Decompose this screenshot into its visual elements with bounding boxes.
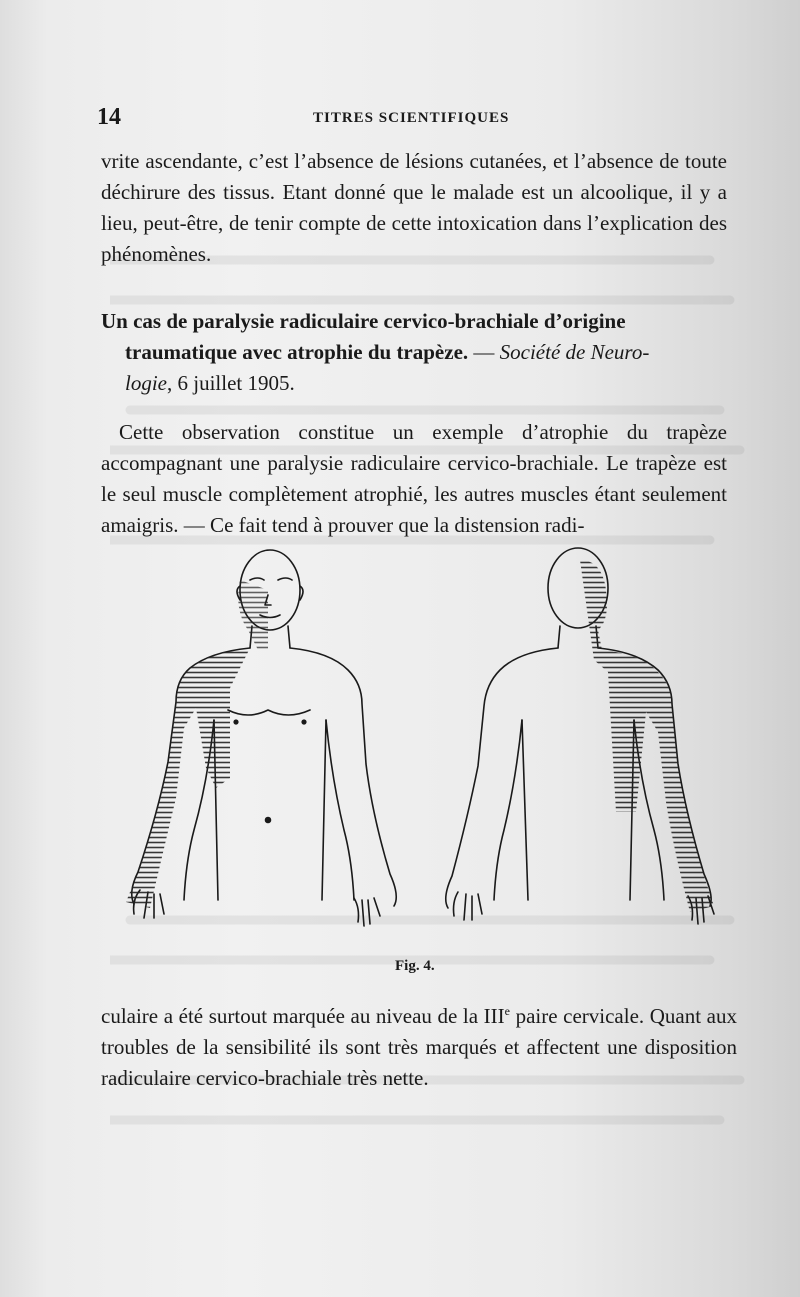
front-hatched-area [126,648,250,908]
section-dash: — [468,340,500,364]
anatomical-figure [118,540,728,945]
paragraph-continuation: vrite ascendante, c’est l’absence de lésions cutanées, et l’absence de toute déchirure des tissus. Etant donné que le malade est un alcoolique, il y a lieu, peut-être, de tenir compte de cette intoxication dans l’explication des phénomènes. [101,149,727,266]
section-source-line [101,368,727,399]
paragraph-conclusion-text-2: paire cervicale. Quant aux troubles de la sensibilité ils sont très marqués et affectent une disposition radiculaire cervico-brachiale très nette. [101,1004,737,1090]
paragraph-conclusion [101,996,737,1094]
running-header: TITRES SCIENTIFIQUES [313,110,510,126]
figure-caption: Fig. 4. [395,958,435,974]
section-source-date: , 6 juillet 1905. [167,371,295,395]
section-heading [101,306,727,399]
paragraph-observation: Cette observation constitue un exemple d’atrophie du trapèze accompagnant une paralysie radiculaire cervico-brachiale. Le trapèze est le seul muscle complètement atrophié, les autres muscles étant seulement amaigris. — Ce fait tend à prouver que la distension radi- [101,420,727,537]
superscript-e: e [504,1004,510,1018]
back-hatched-area [580,560,714,912]
section-title-line-2: traumatique avec atrophie du trapèze. [125,340,469,364]
section-source-1: Société de Neuro- [499,340,650,364]
section-source-2: logie [125,371,167,395]
paragraph-conclusion-text-1: culaire a été surtout marquée au niveau de la III [101,1004,505,1028]
page-number: 14 [97,104,121,130]
section-title-line-2-block [101,337,727,368]
section-title-line-1: Un cas de paralysie radiculaire cervico-brachiale d’origine [101,309,626,333]
